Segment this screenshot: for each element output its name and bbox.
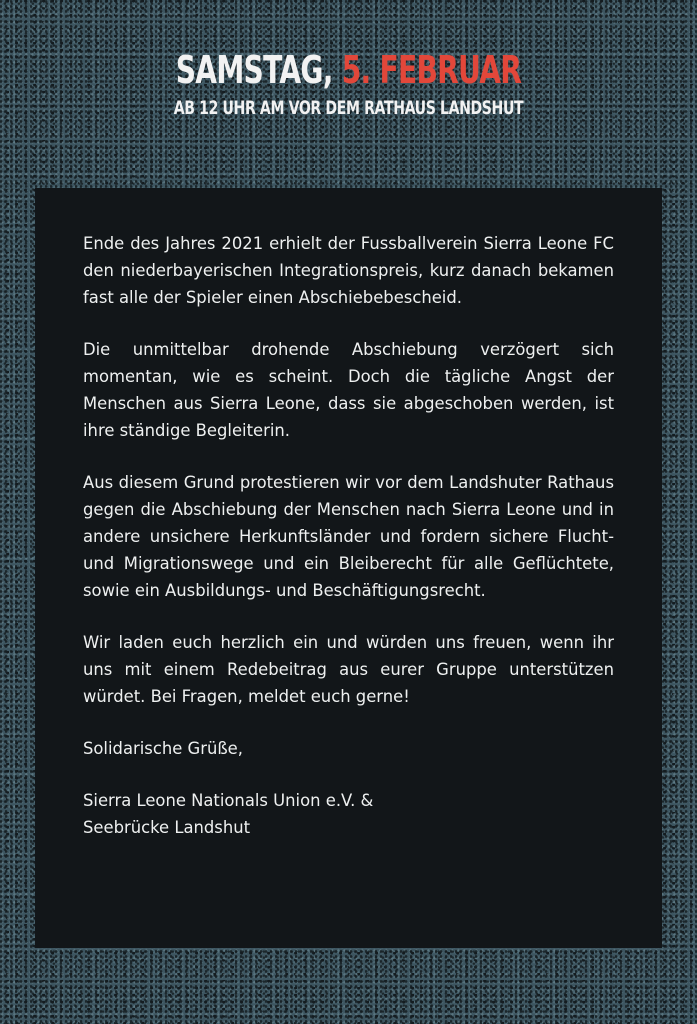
closing-greeting: Solidarische Grüße,	[83, 739, 243, 758]
signature-organisation-1: Sierra Leone Nationals Union e.V. &	[83, 791, 374, 810]
paragraph-protest: Aus diesem Grund protestieren wir vor dem Landshuter Rathaus gegen die Abschiebung der Menschen nach Sierra Leone und in andere unsichere Herkunftsländer und fordern sichere Flucht- und Migrationswege und ein Bleiberecht für alle Geflüchtete, sowie ein Ausbildungs- und Beschäftigungsrecht.	[83, 473, 614, 600]
signature	[83, 787, 614, 841]
event-time-location: AB 12 UHR AM VOR DEM RATHAUS LANDSHUT	[173, 97, 524, 119]
paragraph-situation: Die unmittelbar drohende Abschiebung verzögert sich momentan, wie es scheint. Doch die tägliche Angst der Menschen aus Sierra Leone, dass sie abgeschoben werden, ist ihre ständige Begleiterin.	[83, 340, 614, 440]
event-weekday: SAMSTAG,	[175, 48, 342, 92]
event-header	[0, 46, 697, 120]
event-date-highlight: 5. FEBRUAR	[341, 48, 522, 92]
letter-panel	[35, 188, 662, 948]
signature-organisation-2: Seebrücke Landshut	[83, 818, 251, 837]
paragraph-invitation: Wir laden euch herzlich ein und würden uns freuen, wenn ihr uns mit einem Redebeitrag aus eurer Gruppe unterstützen würdet. Bei Fragen, meldet euch gerne!	[83, 633, 614, 706]
paragraph-intro: Ende des Jahres 2021 erhielt der Fussballverein Sierra Leone FC den niederbayerischen Integrationspreis, kurz danach bekamen fast alle der Spieler einen Abschiebebescheid.	[83, 234, 614, 307]
event-date-headline	[91, 46, 607, 94]
